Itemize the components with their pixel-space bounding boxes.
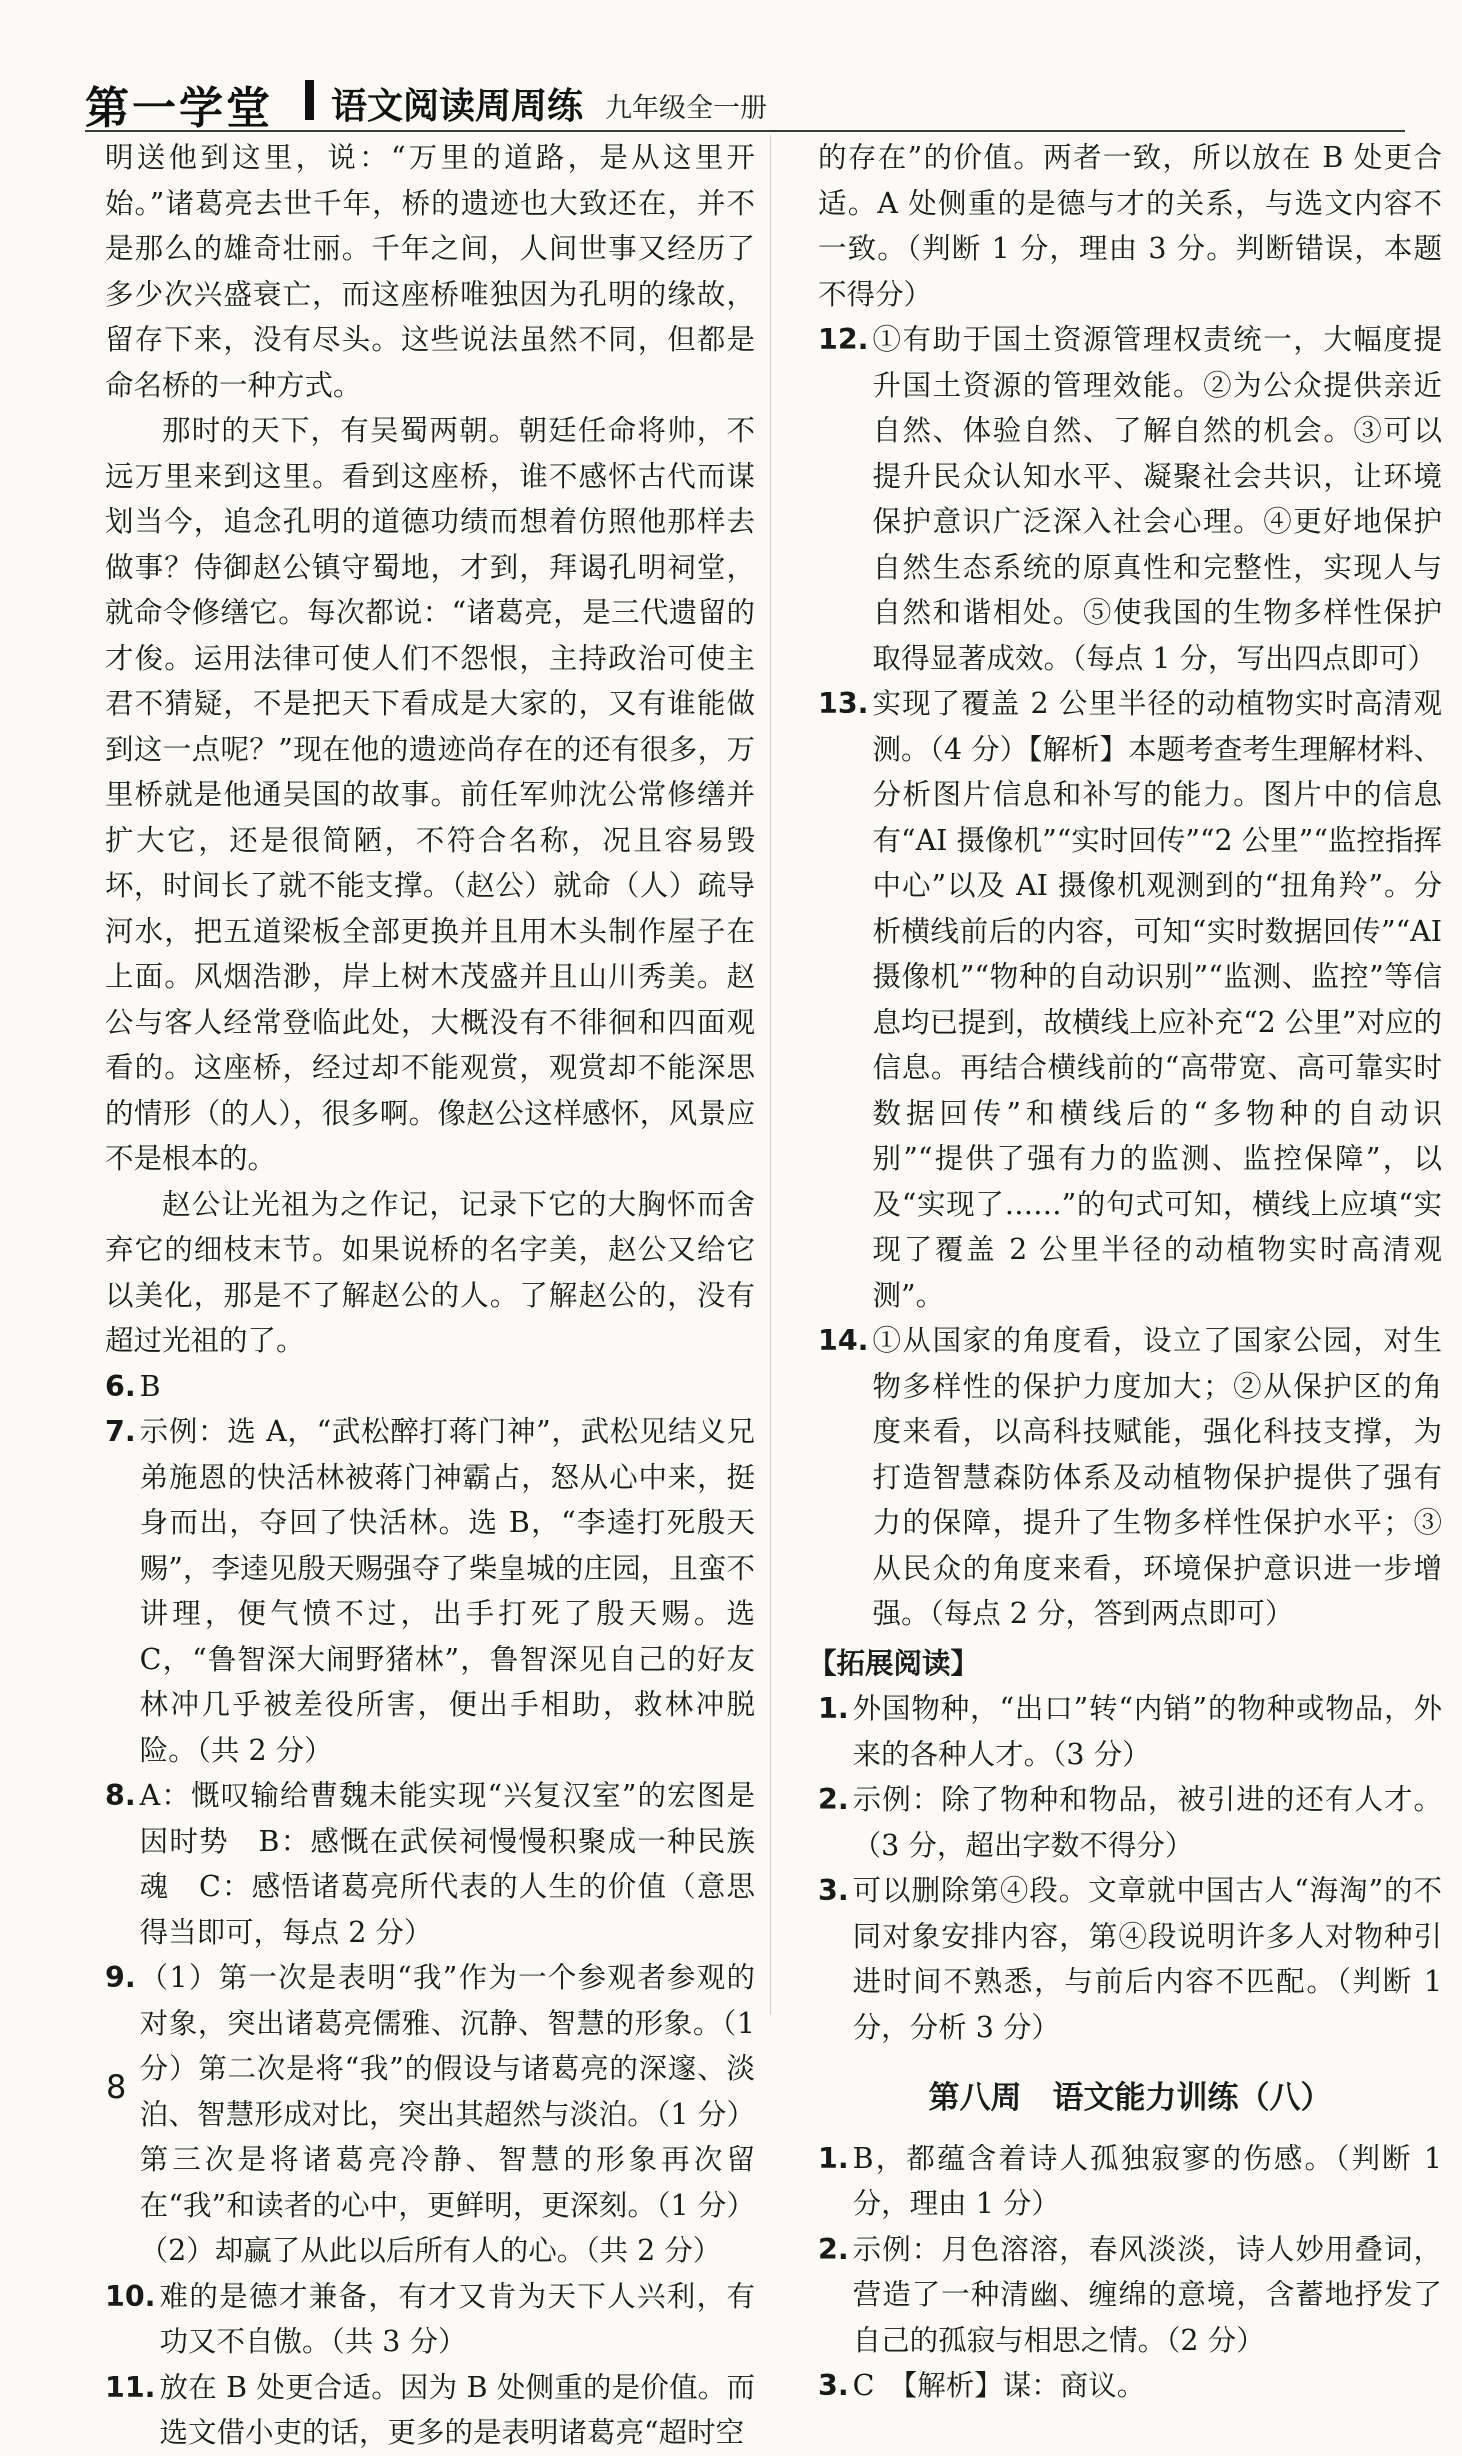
answer-text: C 【解析】谋：商议。 — [852, 2369, 1146, 2402]
answer-number: 1. — [818, 2141, 849, 2175]
answer-item — [105, 1773, 755, 1955]
answer-text: 示例：除了物种和物品，被引进的还有人才。（3 分，超出字数不得分） — [852, 1783, 1442, 1862]
answer-text: 示例：月色溶溶，春风淡淡，诗人妙用叠词，营造了一种清幽、缠绵的意境，含蓄地抒发了自己的孤寂与相思之情。（2 分） — [852, 2232, 1442, 2357]
page-number: 8 — [106, 2068, 127, 2106]
left-column — [105, 135, 755, 2456]
answer-number: 14. — [818, 1324, 869, 1357]
answer-number: 8. — [105, 1779, 136, 1812]
answer-item — [105, 2274, 755, 2365]
translation-paragraph: 明送他到这里，说：“万里的道路，是从这里开始。”诸葛亮去世千年，桥的遗迹也大致还在，并不是那么的雄奇壮丽。千年之间，人间世事又经历了多少次兴盛衰亡，而这座桥唯独因为孔明的缘故，留存下来，没有尽头。这些说法虽然不同，但都是命名桥的一种方式。 — [105, 141, 755, 402]
answer-item — [818, 1868, 1442, 2050]
answer-text: 实现了覆盖 2 公里半径的动植物实时高清观测。（4 分）【解析】本题考查考生理解材料、分析图片信息和补写的能力。图片中的信息有“AI 摄像机”“实时回传”“2 公里”“监控指挥中心”以及 AI 摄像机观测到的“扭角羚”。分析横线前后的内容，可知“实时数据回传”“AI 摄像机”“物种的自动识别”“监测、监控”等信息均已提到，故横线上应补充“2 公里”对应的信息。再结合横线前的“高带宽、高可靠实时数据回传”和横线后的“多物种的自动识别”“提供了强有力的监测、监控保障”，以及“实现了……”的句式可知，横线上应填“实现了覆盖 2 公里半径的动植物实时高清观测”。 — [872, 687, 1442, 1312]
column-divider — [770, 135, 771, 2015]
answer-number: 11. — [105, 2370, 156, 2404]
answer-number: 13. — [818, 687, 869, 720]
answer-number: 12. — [818, 323, 869, 356]
answer-item — [818, 317, 1442, 681]
answer-item — [105, 1364, 755, 1410]
answer-item — [818, 2136, 1442, 2227]
answer-continuation: 的存在”的价值。两者一致，所以放在 B 处更合适。A 处侧重的是德与才的关系，与选文内容不一致。（判断 1 分，理由 3 分。判断错误，本题不得分） — [818, 141, 1442, 311]
answer-item — [818, 681, 1442, 1318]
answer-number: 1. — [818, 1692, 849, 1725]
answer-number: 6. — [105, 1369, 136, 1403]
answer-number: 3. — [818, 1874, 849, 1907]
week-title: 第八周 语文能力训练（八） — [928, 2080, 1332, 2116]
right-column — [808, 135, 1442, 2409]
section-heading: 【拓展阅读】 — [808, 1645, 980, 1680]
translation-paragraph: 赵公让光祖为之作记，记录下它的大胸怀而舍弃它的细枝末节。如果说桥的名字美，赵公又给它以美化，那是不了解赵公的人。了解赵公的，没有超过光祖的了。 — [105, 1187, 755, 1357]
answer-item — [105, 1955, 755, 2274]
answer-text: B，都蕴含着诗人孤独寂寥的伤感。（判断 1 分，理由 1 分） — [852, 2141, 1442, 2220]
answer-text: 难的是德才兼备，有才又肯为天下人兴利，有功又不自傲。（共 3 分） — [159, 2279, 755, 2358]
answer-number: 9. — [105, 1961, 136, 1994]
answer-text: 示例：选 A，“武松醉打蒋门神”，武松见结义兄弟施恩的快活林被蒋门神霸占，怒从心中来，挺身而出，夺回了快活林。选 B，“李逵打死殷天赐”，李逵见殷天赐强夺了柴皇城的庄园，且蛮不讲理，便气愤不过，出手打死了殷天赐。选 C，“鲁智深大闹野猪林”，鲁智深见自己的好友林冲几乎被差役所害，便出手相助，救林冲脱险。（共 2 分） — [139, 1415, 755, 1767]
answer-number: 3. — [818, 2369, 849, 2402]
answer-item — [818, 1318, 1442, 1637]
answer-number: 10. — [105, 2279, 156, 2313]
answer-item — [818, 2227, 1442, 2364]
answer-text: ①从国家的角度看，设立了国家公园，对生物多样性的保护力度加大；②从保护区的角度来看，以高科技赋能，强化科技支撑，为打造智慧森防体系及动植物保护提供了强有力的保障，提升了生物多样性保护水平；③从民众的角度来看，环境保护意识进一步增强。（每点 2 分，答到两点即可） — [872, 1324, 1442, 1630]
answer-item — [818, 1777, 1442, 1868]
answer-item — [818, 2363, 1442, 2409]
answer-item — [105, 2365, 755, 2456]
answer-text: A：慨叹输给曹魏未能实现“兴复汉室”的宏图是因时势 B：感慨在武侯祠慢慢积聚成一种民族魂 C：感悟诸葛亮所代表的人生的价值（意思得当即可，每点 2 分） — [139, 1779, 755, 1949]
answer-item — [105, 1409, 755, 1773]
answer-number: 2. — [818, 1783, 849, 1816]
translation-paragraph: 那时的天下，有吴蜀两朝。朝廷任命将帅，不远万里来到这里。看到这座桥，谁不感怀古代而谋划当今，追念孔明的道德功绩而想着仿照他那样去做事？侍御赵公镇守蜀地，才到，拜谒孔明祠堂，就命令修缮它。每次都说：“诸葛亮，是三代遗留的才俊。运用法律可使人们不怨恨，主持政治可使主君不猜疑，不是把天下看成是大家的，又有谁能做到这一点呢？”现在他的遗迹尚存在的还有很多，万里桥就是他通吴国的故事。前任军帅沈公常修缮并扩大它，还是很简陋，不符合名称，况且容易毁坏，时间长了就不能支撑。（赵公）就命（人）疏导河水，把五道梁板全部更换并且用木头制作屋子在上面。风烟浩渺，岸上树木茂盛并且山川秀美。赵公与客人经常登临此处，大概没有不徘徊和四面观看的。这座桥，经过却不能观赏，观赏却不能深思的情形（的人），很多啊。像赵公这样感怀，风景应不是根本的。 — [105, 414, 755, 1175]
header-divider-bar — [305, 80, 314, 120]
brand-title: 第一学堂 — [85, 83, 273, 134]
answer-text: ①有助于国土资源管理权责统一，大幅度提升国土资源的管理效能。②为公众提供亲近自然、体验自然、了解自然的机会。③可以提升民众认知水平、凝聚社会共识，让环境保护意识广泛深入社会心理。④更好地保护自然生态系统的原真性和完整性，实现人与自然和谐相处。⑤使我国的生物多样性保护取得显著成效。（每点 1 分，写出四点即可） — [872, 323, 1442, 675]
page-header — [85, 70, 1405, 132]
answer-text: B — [139, 1369, 161, 1403]
answer-text: 可以删除第④段。文章就中国古人“海淘”的不同对象安排内容，第④段说明许多人对物种引进时间不熟悉，与前后内容不匹配。（判断 1 分，分析 3 分） — [852, 1874, 1442, 2044]
answer-text: 放在 B 处更合适。因为 B 处侧重的是价值。而选文借小吏的话，更多的是表明诸葛亮“超时空 — [159, 2370, 755, 2449]
answer-number: 2. — [818, 2232, 849, 2266]
answer-text: （1）第一次是表明“我”作为一个参观者参观的对象，突出诸葛亮儒雅、沉静、智慧的形象。（1 分）第二次是将“我”的假设与诸葛亮的深邃、淡泊、智慧形成对比，突出其超然与淡泊。（1 分）第三次是将诸葛亮冷静、智慧的形象再次留在“我”和读者的心中，更鲜明，更深刻。（1 分）（2）却赢了从此以后所有人的心。（共 2 分） — [139, 1961, 755, 2267]
grade-label: 九年级全一册 — [605, 93, 767, 124]
answer-item — [818, 1686, 1442, 1777]
answer-number: 7. — [105, 1415, 136, 1448]
series-title: 语文阅读周周练 — [331, 86, 584, 127]
answer-text: 外国物种，“出口”转“内销”的物种或物品，外来的各种人才。（3 分） — [852, 1692, 1442, 1771]
